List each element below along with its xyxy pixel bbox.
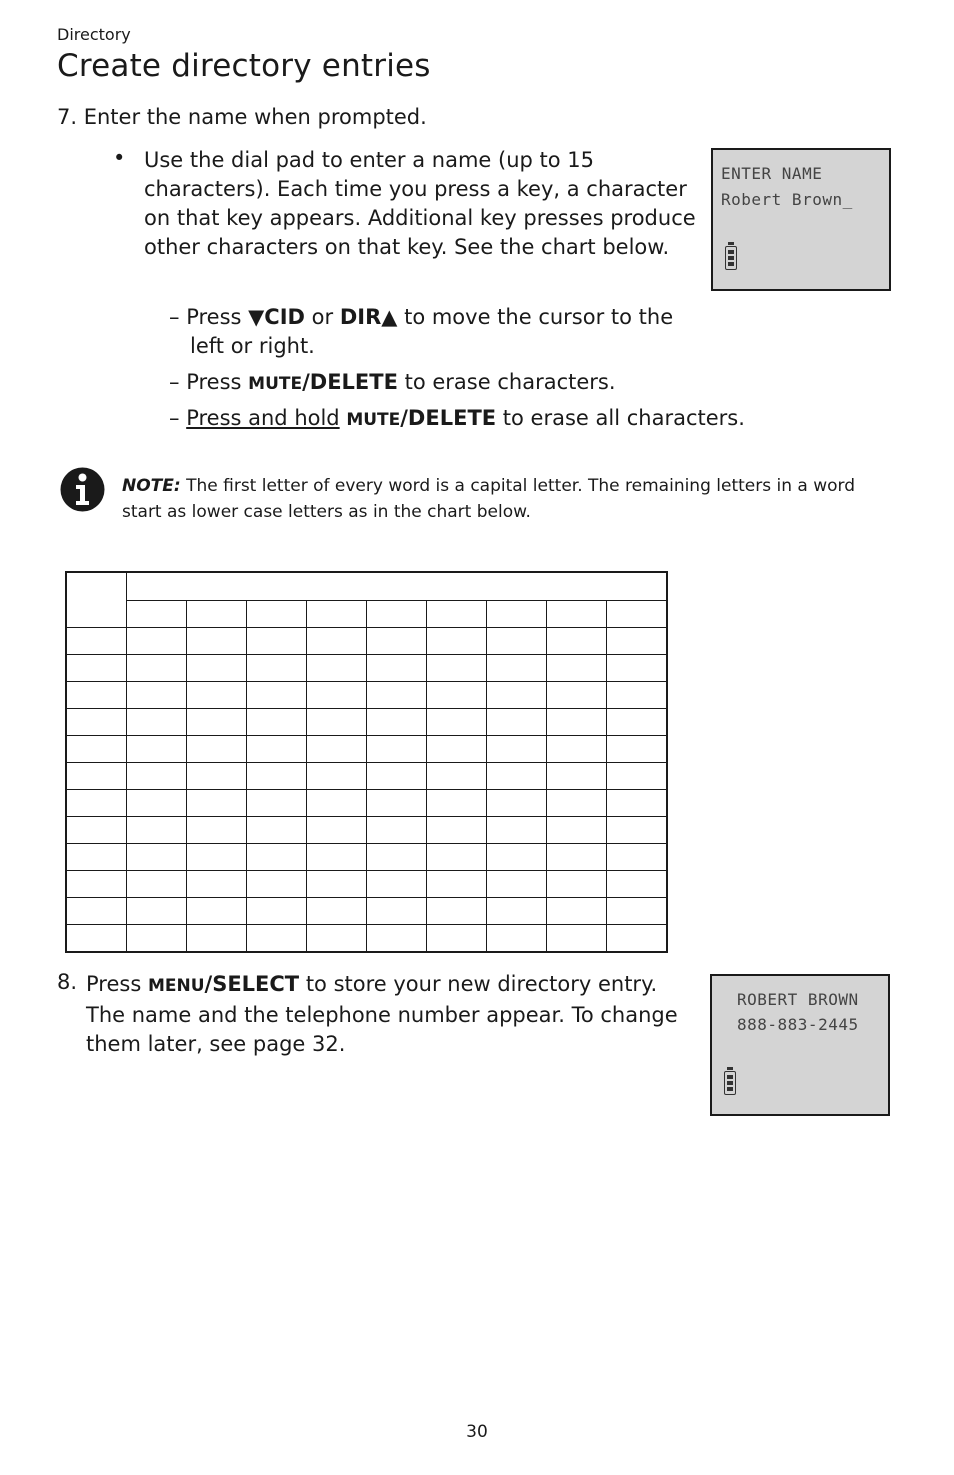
chart-corner-cell	[66, 572, 127, 628]
sub-item-text: to erase characters.	[404, 370, 616, 394]
bullet-text: Use the dial pad to enter a name (up to 15 characters). Each time you press a key, a character on that key appears. Additional key presses produce other characters on that key. See the chart below.	[144, 148, 696, 259]
handset-screen-enter-name	[711, 148, 891, 291]
screen-line-2: Robert Brown_	[721, 190, 853, 209]
info-icon	[59, 466, 106, 513]
bullet-marker: •	[113, 146, 126, 170]
press-word: Press	[86, 972, 142, 996]
table-row	[66, 682, 667, 709]
mute-label: MUTE	[346, 410, 401, 430]
select-label: /SELECT	[204, 972, 300, 996]
sub-item-erase	[169, 368, 729, 399]
table-row	[66, 898, 667, 925]
sub-item-text: to move the cursor to the	[404, 305, 674, 329]
note-text	[122, 473, 892, 525]
press-word: Press	[186, 370, 242, 394]
table-row	[66, 628, 667, 655]
note-body: The first letter of every word is a capital letter. The remaining letters in a word start as lower case letters as in the chart below.	[122, 476, 856, 522]
menu-select-key	[148, 972, 299, 996]
table-row	[66, 871, 667, 898]
dash: –	[169, 370, 180, 394]
character-chart	[65, 571, 668, 953]
menu-label: MENU	[147, 976, 205, 996]
table-row	[66, 925, 667, 953]
sub-item-erase-all	[169, 404, 789, 435]
chart-header-row	[66, 572, 667, 600]
screen-line-1: ENTER NAME	[721, 164, 823, 183]
mute-delete-key	[248, 370, 398, 394]
table-row	[66, 844, 667, 871]
table-row	[66, 790, 667, 817]
delete-label: /DELETE	[302, 370, 398, 394]
sub-item-cursor	[169, 303, 729, 361]
battery-icon	[725, 246, 737, 270]
table-row	[66, 817, 667, 844]
dir-key: DIR▲	[339, 305, 398, 329]
sub-item-text-continued: left or right.	[190, 334, 315, 358]
screen-line-1: ROBERT BROWN	[737, 990, 859, 1009]
dash: –	[169, 406, 180, 430]
step-7-heading: 7. Enter the name when prompted.	[57, 105, 427, 129]
table-row	[66, 763, 667, 790]
press-word: Press	[186, 305, 242, 329]
screen-line-2: 888-883-2445	[737, 1015, 859, 1034]
chart-header-span	[127, 572, 668, 600]
table-row	[66, 736, 667, 763]
chart-subheader-row	[66, 600, 667, 628]
page-number: 30	[466, 1422, 488, 1442]
cid-key: ▼CID	[248, 305, 305, 329]
dash: –	[169, 305, 180, 329]
section-label: Directory	[57, 25, 131, 44]
handset-screen-saved-entry	[710, 974, 890, 1116]
delete-label: /DELETE	[400, 406, 497, 430]
or-word: or	[311, 305, 334, 329]
note-label: NOTE:	[122, 476, 181, 496]
page-title: Create directory entries	[57, 48, 431, 84]
battery-icon	[724, 1071, 736, 1095]
sub-item-text: to erase all characters.	[502, 406, 745, 430]
step-8-text	[86, 970, 701, 1059]
mute-label: MUTE	[248, 374, 303, 394]
mute-delete-key	[346, 406, 496, 430]
table-row	[66, 709, 667, 736]
table-row	[66, 655, 667, 682]
step-8-number: 8.	[57, 970, 78, 994]
step-8-body: to store your new directory entry. The name and the telephone number appear. To change them later, see page 32.	[86, 972, 678, 1056]
press-and-hold: Press and hold	[186, 406, 340, 430]
